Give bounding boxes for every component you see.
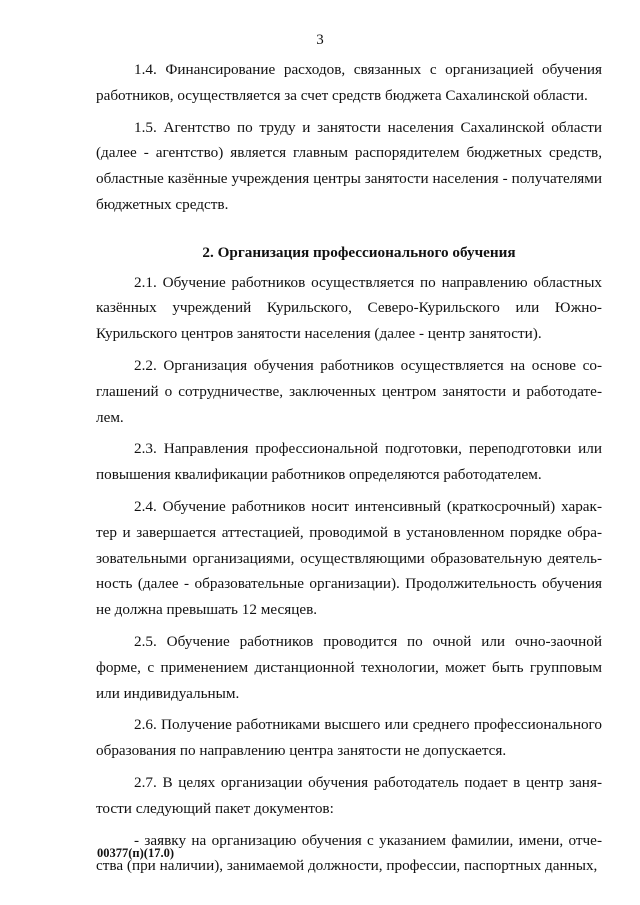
- document-body: [96, 57, 602, 879]
- paragraph-2-4: 2.4. Обучение работников носит интенсивный (краткосрочный) характер и завершается аттестацией, проводимой в установленном порядке образовательными организациями, осуществляющими образовательную деятельность (далее - образовательные организации). Продолжительность обучения не должна превышать 12 месяцев.: [96, 497, 602, 619]
- document-code: 00377(п)(17.0): [97, 846, 174, 860]
- paragraph-2-6: 2.6. Получение работниками высшего или среднего профессионального образования по направлению центра занятости не допускается.: [96, 716, 602, 760]
- section-2-heading: 2. Организация профессионального обучения: [202, 243, 516, 261]
- paragraph-2-5: 2.5. Обучение работников проводится по очной или очно-заочной форме, с применением дистанционной технологии, может быть групповым или индивидуальным.: [96, 632, 602, 702]
- paragraph-2-1: 2.1. Обучение работников осуществляется по направлению областных казённых учреждений Курильского, Северо-Курильского или Южно-Курильского центров занятости населения (далее - центр занятости).: [96, 273, 602, 343]
- paragraph-1-5: 1.5. Агентство по труду и занятости населения Сахалинской области (далее - агентство) является главным распорядителем бюджетных средств, областные казённые учреждения центры занятости населения - получателями бюджетных средств.: [96, 118, 602, 213]
- paragraph-2-2: 2.2. Организация обучения работников осуществляется на основе соглашений о сотрудничестве, заключенных центром занятости и работодателем.: [96, 356, 602, 426]
- list-item-application: - заявку на организацию обучения с указанием фамилии, имени, отчества (при наличии), занимаемой должности, профессии, паспортных данных,: [96, 831, 602, 875]
- paragraph-2-3: 2.3. Направления профессиональной подготовки, переподготовки или повышения квалификации работников определяются работодателем.: [96, 440, 602, 484]
- paragraph-1-4: 1.4. Финансирование расходов, связанных с организацией обучения работников, осуществляется за счет средств бюджета Сахалинской области.: [96, 61, 602, 104]
- page-number: 3: [316, 32, 324, 48]
- paragraph-2-7: 2.7. В целях организации обучения работодатель подает в центр занятости следующий пакет документов:: [96, 773, 602, 817]
